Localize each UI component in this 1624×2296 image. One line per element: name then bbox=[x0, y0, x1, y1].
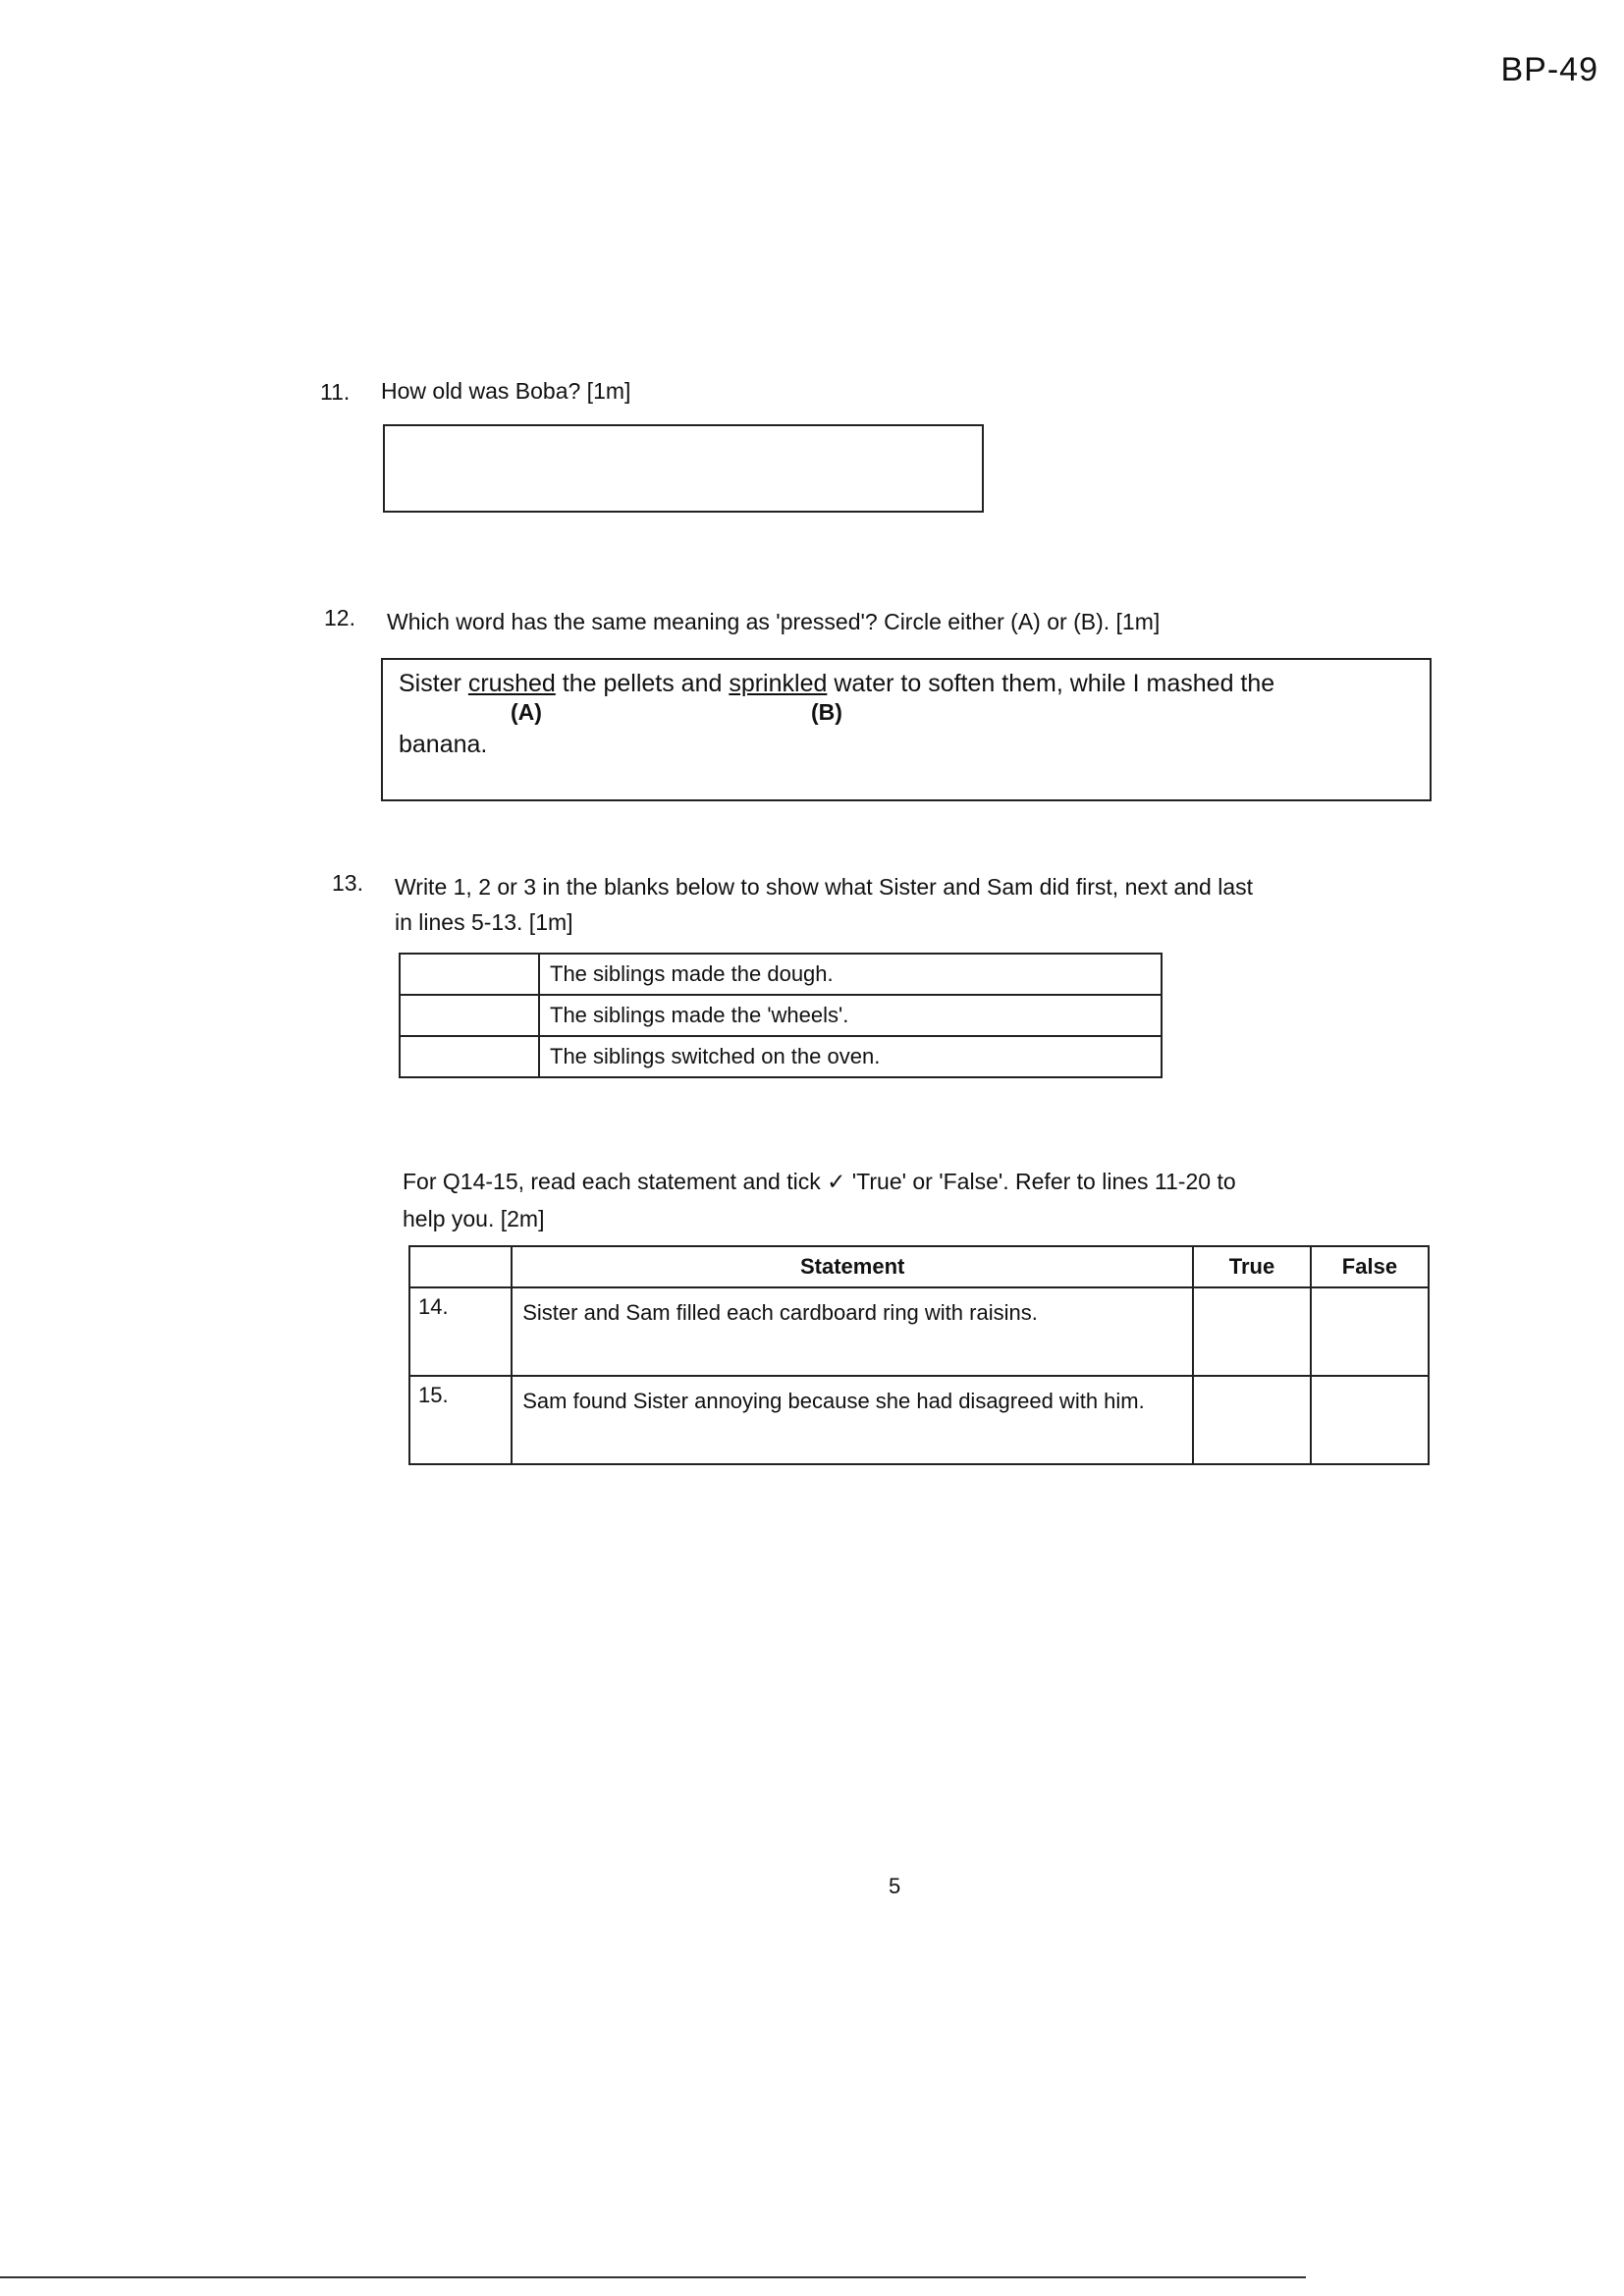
true-false-table bbox=[408, 1245, 1430, 1465]
statement-header: Statement bbox=[512, 1246, 1193, 1287]
sequence-row bbox=[400, 954, 1162, 995]
q11-answer-box[interactable] bbox=[383, 424, 984, 513]
passage-text: the pellets and bbox=[555, 670, 730, 697]
page-number: 5 bbox=[889, 1874, 901, 1898]
passage-text: water to soften them, while I mashed the bbox=[827, 670, 1275, 697]
true-tick-cell[interactable] bbox=[1193, 1376, 1311, 1464]
option-b-label: (B) bbox=[811, 699, 842, 725]
table-row bbox=[409, 1287, 1429, 1376]
statement-text: Sam found Sister annoying because she had disagreed with him. bbox=[512, 1376, 1193, 1464]
option-a-label: (A) bbox=[511, 699, 542, 725]
statement-text: Sister and Sam filled each cardboard ring with raisins. bbox=[512, 1287, 1193, 1376]
q12-passage-line2: banana. bbox=[399, 731, 488, 758]
q14-15-instruction-line1: For Q14-15, read each statement and tick ✓ 'True' or 'False'. Refer to lines 11-20 to bbox=[403, 1169, 1236, 1194]
statement-number: 15. bbox=[409, 1376, 512, 1464]
bottom-divider bbox=[0, 2276, 1306, 2278]
sequence-row bbox=[400, 1036, 1162, 1077]
q13-text-line1: Write 1, 2 or 3 in the blanks below to show what Sister and Sam did first, next and last bbox=[395, 874, 1254, 900]
false-tick-cell[interactable] bbox=[1311, 1376, 1429, 1464]
q13-text-line2: in lines 5-13. [1m] bbox=[395, 909, 573, 935]
sequence-row bbox=[400, 995, 1162, 1036]
sequence-statement: The siblings switched on the oven. bbox=[539, 1036, 1162, 1077]
table-row bbox=[409, 1376, 1429, 1464]
page-code: BP-49 bbox=[1500, 51, 1598, 88]
statement-number: 14. bbox=[409, 1287, 512, 1376]
option-a-word[interactable]: crushed bbox=[467, 670, 556, 697]
q12-number: 12. bbox=[324, 605, 355, 630]
table-header-row bbox=[409, 1246, 1429, 1287]
sequence-blank[interactable] bbox=[400, 1036, 539, 1077]
true-tick-cell[interactable] bbox=[1193, 1287, 1311, 1376]
sequence-statement: The siblings made the 'wheels'. bbox=[539, 995, 1162, 1036]
q14-15-instruction-line2: help you. [2m] bbox=[403, 1206, 545, 1231]
option-b-word[interactable]: sprinkled bbox=[729, 670, 828, 697]
false-tick-cell[interactable] bbox=[1311, 1287, 1429, 1376]
q12-text: Which word has the same meaning as 'pressed'? Circle either (A) or (B). [1m] bbox=[387, 609, 1161, 634]
q12-passage-line1 bbox=[399, 670, 1274, 698]
sequence-blank[interactable] bbox=[400, 954, 539, 995]
q12-passage-box bbox=[381, 658, 1432, 801]
q11-text: How old was Boba? [1m] bbox=[381, 378, 631, 404]
sequence-statement: The siblings made the dough. bbox=[539, 954, 1162, 995]
passage-text: Sister bbox=[399, 670, 468, 697]
number-header bbox=[409, 1246, 512, 1287]
false-header: False bbox=[1311, 1246, 1429, 1287]
q13-sequence-table bbox=[399, 953, 1163, 1078]
true-header: True bbox=[1193, 1246, 1311, 1287]
q11-number: 11. bbox=[320, 379, 351, 405]
q13-number: 13. bbox=[332, 870, 363, 896]
sequence-blank[interactable] bbox=[400, 995, 539, 1036]
